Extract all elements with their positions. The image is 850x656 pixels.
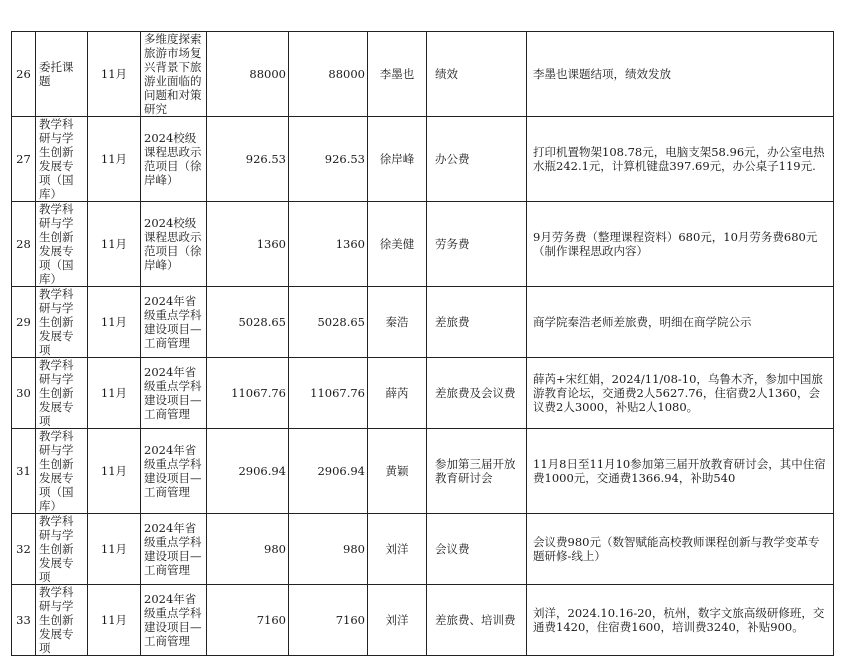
table-row [12, 32, 834, 117]
row-number: 29 [12, 287, 36, 358]
reimbursed-amount-cell: 7160 [289, 585, 368, 656]
amount-cell: 926.53 [207, 117, 289, 202]
note-cell: 11月8日至11月10参加第三届开放教育研讨会，其中住宿费1000元，交通费1366.94，补助540 [527, 429, 834, 514]
category-cell: 教学科研与学生创新发展专项 [36, 358, 88, 429]
project-cell: 多维度探索旅游市场复兴背景下旅游业面临的问题和对策研究 [141, 32, 207, 117]
category-cell: 教学科研与学生创新发展专项（国库） [36, 117, 88, 202]
person-cell: 李墨也 [368, 32, 427, 117]
amount-cell: 980 [207, 514, 289, 585]
note-cell: 李墨也课题结项，绩效发放 [527, 32, 834, 117]
person-cell: 黄颖 [368, 429, 427, 514]
project-cell: 2024校级课程思政示范项目（徐岸峰） [141, 202, 207, 287]
row-number: 26 [12, 32, 36, 117]
reimbursed-amount-cell: 926.53 [289, 117, 368, 202]
table-row [12, 585, 834, 656]
person-cell: 徐美健 [368, 202, 427, 287]
amount-cell: 7160 [207, 585, 289, 656]
expense-type-cell: 劳务费 [427, 202, 527, 287]
note-cell: 刘洋，2024.10.16-20，杭州，数字文旅高级研修班，交通费1420，住宿费1600，培训费3240，补贴900。 [527, 585, 834, 656]
note-cell: 薛芮+宋红娟，2024/11/08-10，乌鲁木齐，参加中国旅游教育论坛，交通费2人5627.76，住宿费2人1360，会议费2人3000，补贴2人1080。 [527, 358, 834, 429]
category-cell: 教学科研与学生创新发展专项 [36, 514, 88, 585]
category-cell: 教学科研与学生创新发展专项（国库） [36, 202, 88, 287]
row-number: 33 [12, 585, 36, 656]
month-cell: 11月 [88, 585, 141, 656]
reimbursed-amount-cell: 2906.94 [289, 429, 368, 514]
note-cell: 商学院秦浩老师差旅费，明细在商学院公示 [527, 287, 834, 358]
category-cell: 教学科研与学生创新发展专项 [36, 585, 88, 656]
project-cell: 2024年省级重点学科建设项目—工商管理 [141, 358, 207, 429]
table-row [12, 429, 834, 514]
month-cell: 11月 [88, 32, 141, 117]
project-cell: 2024年省级重点学科建设项目—工商管理 [141, 429, 207, 514]
project-cell: 2024年省级重点学科建设项目—工商管理 [141, 514, 207, 585]
expense-type-cell: 会议费 [427, 514, 527, 585]
amount-cell: 11067.76 [207, 358, 289, 429]
month-cell: 11月 [88, 429, 141, 514]
person-cell: 刘洋 [368, 514, 427, 585]
row-number: 32 [12, 514, 36, 585]
expense-type-cell: 办公费 [427, 117, 527, 202]
category-cell: 教学科研与学生创新发展专项 [36, 287, 88, 358]
person-cell: 刘洋 [368, 585, 427, 656]
month-cell: 11月 [88, 514, 141, 585]
expense-table [11, 31, 834, 656]
month-cell: 11月 [88, 358, 141, 429]
amount-cell: 88000 [207, 32, 289, 117]
month-cell: 11月 [88, 117, 141, 202]
person-cell: 薛芮 [368, 358, 427, 429]
month-cell: 11月 [88, 202, 141, 287]
note-cell: 会议费980元（数智赋能高校教师课程创新与教学变革专题研修-线上） [527, 514, 834, 585]
expense-type-cell: 绩效 [427, 32, 527, 117]
project-cell: 2024校级课程思政示范项目（徐岸峰） [141, 117, 207, 202]
table-row [12, 287, 834, 358]
note-cell: 打印机置物架108.78元，电脑支架58.96元，办公室电热水瓶242.1元，计算机键盘397.69元，办公桌子119元. [527, 117, 834, 202]
row-number: 31 [12, 429, 36, 514]
table-row [12, 514, 834, 585]
table-row [12, 358, 834, 429]
row-number: 30 [12, 358, 36, 429]
reimbursed-amount-cell: 980 [289, 514, 368, 585]
reimbursed-amount-cell: 88000 [289, 32, 368, 117]
reimbursed-amount-cell: 11067.76 [289, 358, 368, 429]
amount-cell: 5028.65 [207, 287, 289, 358]
expense-type-cell: 参加第三届开放教育研讨会 [427, 429, 527, 514]
reimbursed-amount-cell: 5028.65 [289, 287, 368, 358]
reimbursed-amount-cell: 1360 [289, 202, 368, 287]
category-cell: 教学科研与学生创新发展专项（国库） [36, 429, 88, 514]
table-row [12, 117, 834, 202]
row-number: 28 [12, 202, 36, 287]
amount-cell: 2906.94 [207, 429, 289, 514]
expense-type-cell: 差旅费、培训费 [427, 585, 527, 656]
expense-type-cell: 差旅费及会议费 [427, 358, 527, 429]
person-cell: 徐岸峰 [368, 117, 427, 202]
row-number: 27 [12, 117, 36, 202]
note-cell: 9月劳务费（整理课程资料）680元，10月劳务费680元（制作课程思政内容） [527, 202, 834, 287]
month-cell: 11月 [88, 287, 141, 358]
person-cell: 秦浩 [368, 287, 427, 358]
table-row [12, 202, 834, 287]
project-cell: 2024年省级重点学科建设项目—工商管理 [141, 585, 207, 656]
category-cell: 委托课题 [36, 32, 88, 117]
project-cell: 2024年省级重点学科建设项目—工商管理 [141, 287, 207, 358]
expense-type-cell: 差旅费 [427, 287, 527, 358]
amount-cell: 1360 [207, 202, 289, 287]
